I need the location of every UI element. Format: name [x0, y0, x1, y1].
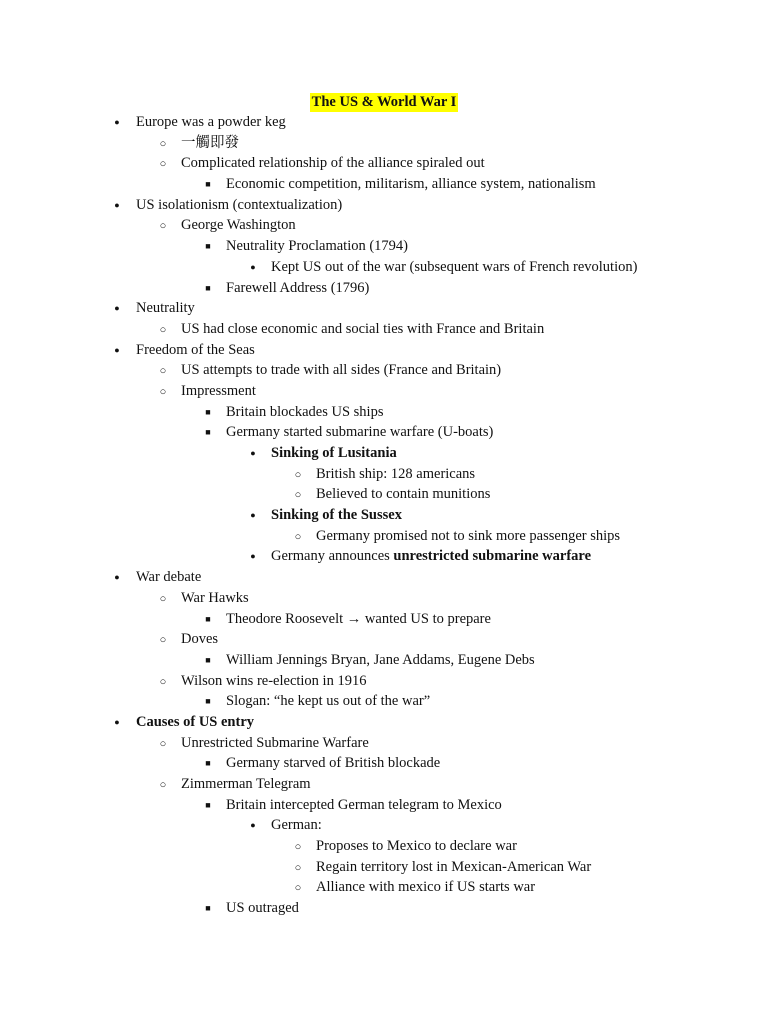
outline-item-text [226, 753, 440, 774]
outline-item-text [271, 505, 402, 526]
outline-item [0, 650, 768, 671]
outline-item-text [181, 319, 544, 340]
bullet-disc-icon [246, 257, 260, 278]
text-segment: William Jennings Bryan, Jane Addams, Eugene Debs [226, 651, 535, 668]
text-segment: Kept US out of the war (subsequent wars of French revolution) [271, 258, 638, 275]
outline-item [0, 857, 768, 878]
outline-item-text [181, 774, 311, 795]
outline-item [0, 153, 768, 174]
bullet-square-icon [201, 422, 215, 443]
text-segment: Zimmerman Telegram [181, 776, 311, 792]
text-segment: Doves [181, 631, 219, 648]
outline-item [0, 484, 768, 505]
outline-item-text [136, 340, 255, 361]
text-segment: Economic competition, militarism, alliance system, nationalism [226, 176, 596, 193]
bullet-disc-icon [110, 712, 124, 733]
bullet-circle-icon [291, 836, 305, 858]
outline-item-text [271, 443, 397, 464]
text-segment: Proposes to Mexico to declare war [316, 838, 517, 855]
outline-item-text [181, 133, 239, 154]
outline-item [0, 464, 768, 485]
outline-item-text [181, 153, 485, 174]
outline-item-text [226, 174, 596, 195]
text-segment: US outraged [226, 900, 299, 917]
bullet-circle-icon [156, 360, 170, 382]
bullet-disc-icon [110, 567, 124, 588]
outline-item-text [226, 609, 491, 630]
outline-item [0, 236, 768, 257]
outline-item [0, 712, 768, 733]
outline-item [0, 815, 768, 836]
bullet-square-icon [201, 236, 215, 257]
text-segment: Germany announces [271, 548, 394, 565]
bullet-square-icon [201, 753, 215, 774]
outline-item [0, 112, 768, 133]
outline-item [0, 278, 768, 299]
text-segment: Sinking of Lusitania [271, 445, 397, 461]
outline-item-text [136, 712, 254, 733]
outline-item [0, 360, 768, 381]
bullet-circle-icon [156, 133, 170, 155]
bullet-square-icon [201, 174, 215, 195]
text-segment: Germany promised not to sink more passenger ships [316, 527, 621, 544]
outline-item-text [226, 236, 408, 257]
text-segment: 一觸即發 [181, 134, 239, 151]
text-segment: Complicated relationship of the alliance spiraled out [181, 155, 485, 172]
bullet-square-icon [201, 898, 215, 919]
bullet-circle-icon [291, 857, 305, 879]
bullet-square-icon [201, 691, 215, 712]
bullet-disc-icon [110, 298, 124, 319]
outline-item [0, 443, 768, 464]
outline-item [0, 298, 768, 319]
bullet-circle-icon [156, 629, 170, 651]
text-segment: German: [271, 817, 322, 834]
bullet-circle-icon [156, 215, 170, 237]
outline-item-text [181, 629, 218, 650]
outline-item-text [136, 195, 342, 216]
text-segment: Germany started submarine warfare (U-boats) [226, 424, 494, 441]
outline-item [0, 381, 768, 402]
bullet-square-icon [201, 650, 215, 671]
outline-item [0, 526, 768, 547]
outline-item-text [136, 567, 201, 588]
bullet-circle-icon [291, 484, 305, 506]
text-segment: Britain blockades US ships [226, 403, 384, 420]
outline-item-text [316, 877, 535, 898]
title-container [0, 93, 768, 112]
text-segment: Germany starved of British blockade [226, 755, 441, 772]
text-segment: Slogan: “he kept us out of the war” [226, 693, 431, 710]
bullet-disc-icon [110, 195, 124, 216]
outline-item [0, 546, 768, 567]
outline-item [0, 174, 768, 195]
outline-item-text [271, 815, 322, 836]
outline-item-text [181, 215, 296, 236]
notes-outline [0, 112, 768, 919]
outline-item [0, 257, 768, 278]
text-segment: War debate [136, 569, 202, 586]
bullet-square-icon [201, 402, 215, 423]
text-segment: British ship: 128 americans [316, 465, 476, 482]
text-segment: Sinking of the Sussex [271, 507, 402, 524]
bullet-disc-icon [246, 505, 260, 526]
outline-item [0, 505, 768, 526]
document-title: The US & World War I [311, 94, 457, 110]
text-segment: Europe was a powder keg [136, 114, 286, 130]
outline-item-text [181, 588, 249, 609]
bullet-circle-icon [156, 733, 170, 755]
outline-item-text [226, 278, 369, 299]
outline-item-text [226, 795, 502, 816]
text-segment: US isolationism (contextualization) [136, 196, 343, 213]
outline-item [0, 898, 768, 919]
bullet-circle-icon [156, 588, 170, 610]
outline-item [0, 609, 768, 630]
text-segment: George Washington [181, 217, 296, 234]
outline-item-text [316, 484, 490, 505]
outline-item [0, 195, 768, 216]
outline-item [0, 340, 768, 361]
outline-item-text [226, 691, 430, 712]
outline-item [0, 215, 768, 236]
text-segment: Unrestricted Submarine Warfare [181, 734, 369, 751]
outline-item-text [226, 402, 383, 423]
bullet-square-icon [201, 609, 215, 630]
text-segment: Neutrality Proclamation (1794) [226, 238, 409, 255]
bullet-circle-icon [291, 464, 305, 486]
text-segment: Believed to contain munitions [316, 486, 491, 503]
outline-item-text [316, 526, 620, 547]
outline-item [0, 774, 768, 795]
bullet-circle-icon [156, 319, 170, 341]
bullet-disc-icon [246, 443, 260, 464]
outline-item [0, 319, 768, 340]
outline-item [0, 588, 768, 609]
bullet-square-icon [201, 795, 215, 816]
outline-item-text [271, 546, 591, 567]
text-segment: Britain intercepted German telegram to Mexico [226, 796, 502, 813]
outline-item-text [271, 257, 637, 278]
text-segment: Regain territory lost in Mexican-American War [316, 858, 592, 875]
bullet-disc-icon [246, 546, 260, 567]
outline-item-text [181, 360, 501, 381]
outline-item-text [181, 733, 369, 754]
text-segment: Freedom of the Seas [136, 341, 255, 358]
outline-item-text [316, 464, 475, 485]
outline-item [0, 422, 768, 443]
outline-item [0, 836, 768, 857]
outline-item-text [226, 650, 535, 671]
outline-item [0, 629, 768, 650]
bullet-disc-icon [110, 112, 124, 133]
bullet-disc-icon [110, 340, 124, 361]
outline-item [0, 671, 768, 692]
text-segment: Alliance with mexico if US starts war [316, 879, 536, 896]
outline-item [0, 567, 768, 588]
outline-item [0, 877, 768, 898]
text-segment: Theodore Roosevelt → wanted US to prepare [226, 610, 491, 627]
bullet-circle-icon [291, 877, 305, 899]
outline-item [0, 753, 768, 774]
outline-item-text [181, 381, 256, 402]
outline-item [0, 691, 768, 712]
outline-item-text [316, 857, 591, 878]
bullet-circle-icon [156, 774, 170, 796]
text-segment: unrestricted submarine warfare [393, 548, 592, 565]
outline-item [0, 795, 768, 816]
text-segment: Impressment [181, 382, 256, 399]
text-segment: US attempts to trade with all sides (France and Britain) [181, 362, 502, 379]
outline-item-text [136, 112, 286, 133]
bullet-disc-icon [246, 815, 260, 836]
text-segment: US had close economic and social ties with France and Britain [181, 320, 545, 337]
outline-item-text [136, 298, 195, 319]
outline-item [0, 402, 768, 423]
outline-item-text [226, 422, 493, 443]
text-segment: Wilson wins re-election in 1916 [181, 672, 367, 689]
text-segment: Farewell Address (1796) [226, 279, 370, 296]
outline-item-text [181, 671, 366, 692]
text-segment: Neutrality [136, 300, 195, 317]
text-segment: Causes of US entry [136, 713, 255, 730]
text-segment: War Hawks [181, 589, 249, 606]
outline-item-text [316, 836, 517, 857]
bullet-circle-icon [156, 381, 170, 403]
bullet-square-icon [201, 278, 215, 299]
bullet-circle-icon [156, 153, 170, 175]
outline-item [0, 733, 768, 754]
outline-item [0, 133, 768, 154]
bullet-circle-icon [156, 671, 170, 693]
bullet-circle-icon [291, 526, 305, 548]
outline-item-text [226, 898, 299, 919]
